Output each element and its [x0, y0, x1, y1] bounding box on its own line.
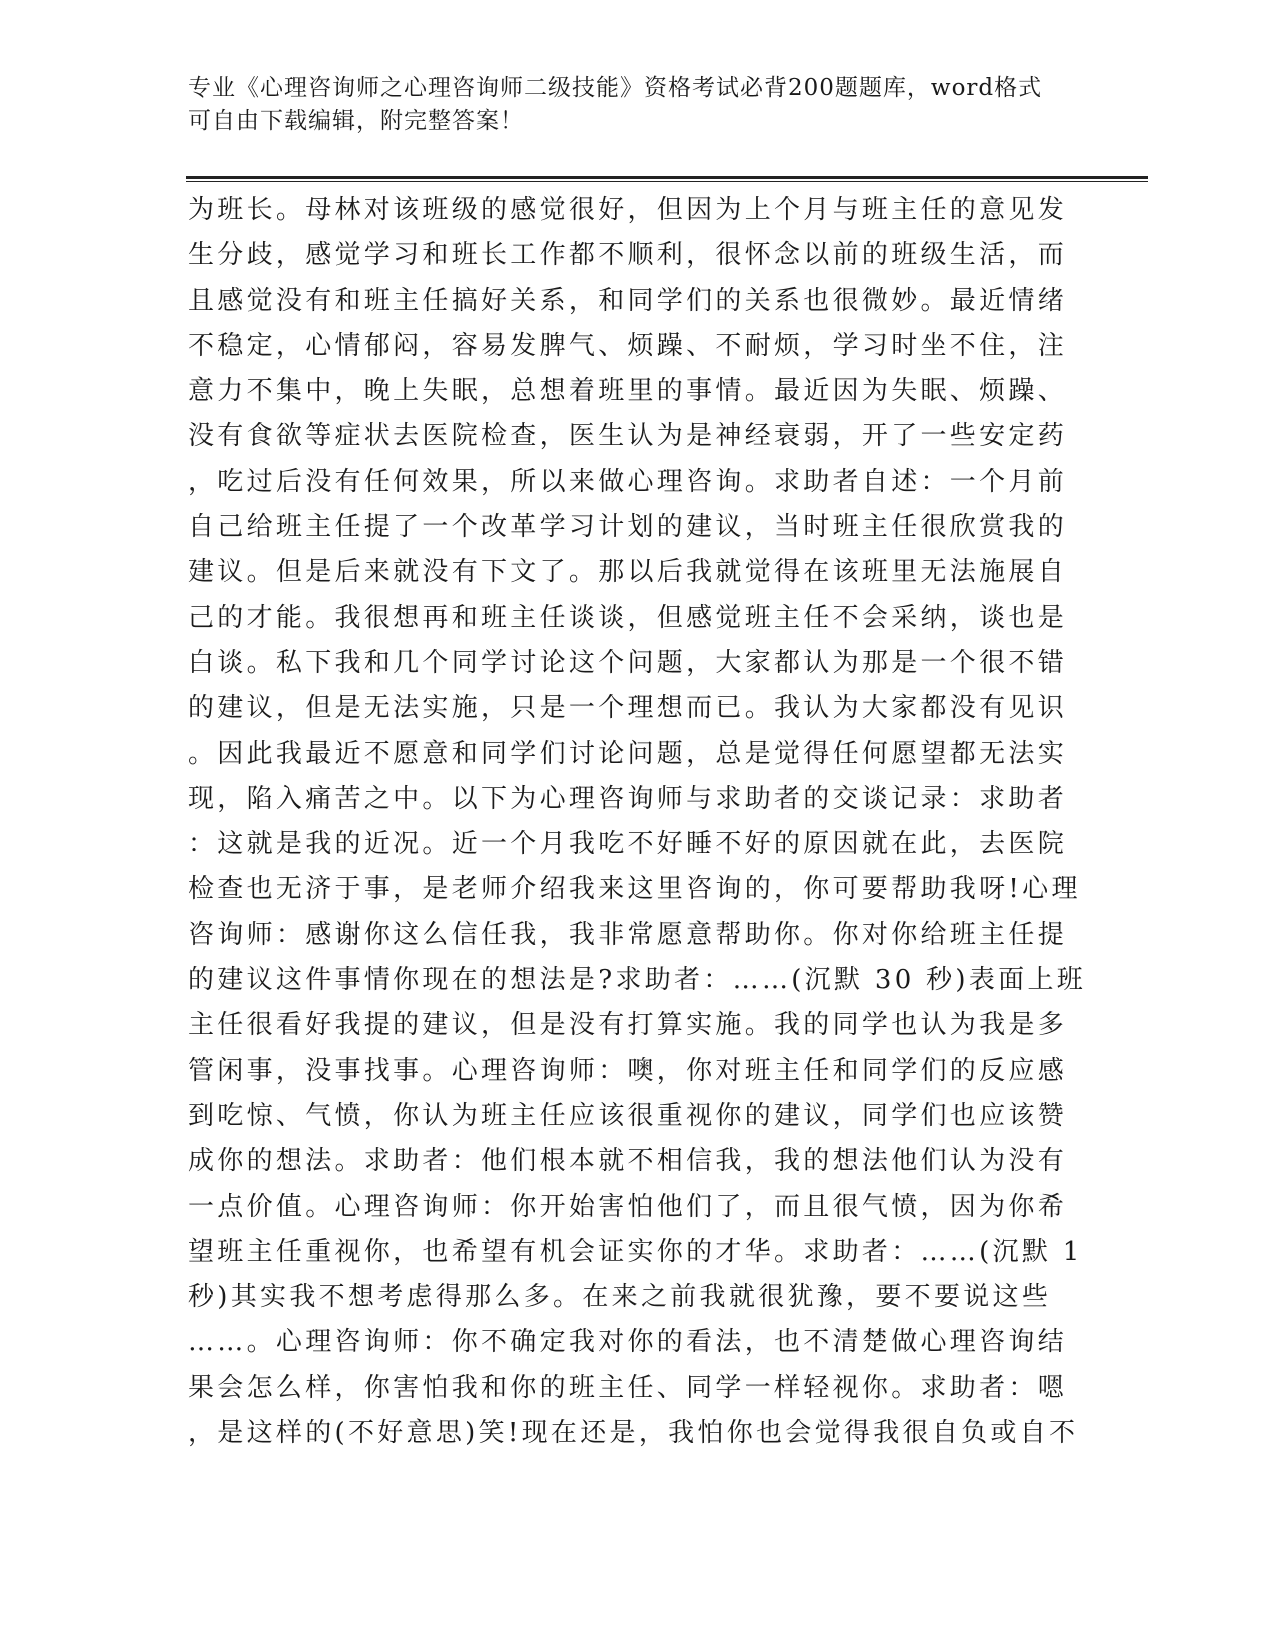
body-line: 咨询师：感谢你这么信任我，我非常愿意帮助你。你对你给班主任提	[188, 919, 1068, 950]
body-line: 建议。但是后来就没有下文了。那以后我就觉得在该班里无法施展自	[188, 557, 1068, 588]
body-line: 己的才能。我很想再和班主任谈谈，但感觉班主任不会采纳，谈也是	[188, 602, 1068, 633]
body-line: ：这就是我的近况。近一个月我吃不好睡不好的原因就在此，去医院	[188, 829, 1068, 860]
body-line: 一点价值。心理咨询师：你开始害怕他们了，而且很气愤，因为你希	[188, 1191, 1068, 1222]
body-line: ，是这样的(不好意思)笑!现在还是，我怕你也会觉得我很自负或自不	[188, 1418, 1079, 1449]
body-line: 不稳定，心情郁闷，容易发脾气、烦躁、不耐烦，学习时坐不住，注	[188, 330, 1068, 361]
document-body	[188, 188, 1087, 1456]
header-line-1: 专业《心理咨询师之心理咨询师二级技能》资格考试必背200题题库，word格式	[188, 75, 1043, 101]
body-line: 主任很看好我提的建议，但是没有打算实施。我的同学也认为我是多	[188, 1010, 1068, 1041]
body-line: 没有食欲等症状去医院检查，医生认为是神经衰弱，开了一些安定药	[188, 421, 1068, 452]
body-line: 自己给班主任提了一个改革学习计划的建议，当时班主任很欣赏我的	[188, 512, 1068, 543]
body-line: 秒)其实我不想考虑得那么多。在来之前我就很犹豫，要不要说这些	[188, 1282, 1052, 1313]
body-line: 的建议，但是无法实施，只是一个理想而已。我认为大家都没有见识	[188, 693, 1068, 724]
header-line-2: 可自由下载编辑，附完整答案！	[188, 108, 524, 134]
body-line: 且感觉没有和班主任搞好关系，和同学们的关系也很微妙。最近情绪	[188, 285, 1068, 316]
body-line: 管闲事，没事找事。心理咨询师：噢，你对班主任和同学们的反应感	[188, 1055, 1068, 1086]
page-header	[188, 72, 1068, 138]
body-line: 现，陷入痛苦之中。以下为心理咨询师与求助者的交谈记录：求助者	[188, 783, 1068, 814]
body-line: 望班主任重视你，也希望有机会证实你的才华。求助者：……(沉默 1	[188, 1236, 1083, 1267]
body-line: 意力不集中，晚上失眠，总想着班里的事情。最近因为失眠、烦躁、	[188, 376, 1068, 407]
body-line: 。因此我最近不愿意和同学们讨论问题，总是觉得任何愿望都无法实	[188, 738, 1068, 769]
body-line: 果会怎么样，你害怕我和你的班主任、同学一样轻视你。求助者：嗯	[188, 1372, 1068, 1403]
body-line: 到吃惊、气愤，你认为班主任应该很重视你的建议，同学们也应该赞	[188, 1100, 1068, 1131]
body-line: ……。心理咨询师：你不确定我对你的看法，也不清楚做心理咨询结	[188, 1327, 1068, 1358]
header-divider	[186, 176, 1148, 182]
body-line: 白谈。私下我和几个同学讨论这个问题，大家都认为那是一个很不错	[188, 647, 1068, 678]
body-line: 的建议这件事情你现在的想法是?求助者：……(沉默 30 秒)表面上班	[188, 965, 1087, 996]
body-line: 成你的想法。求助者：他们根本就不相信我，我的想法他们认为没有	[188, 1146, 1068, 1177]
body-line: 检查也无济于事，是老师介绍我来这里咨询的，你可要帮助我呀!心理	[188, 874, 1081, 905]
body-line: 生分歧，感觉学习和班长工作都不顺利，很怀念以前的班级生活，而	[188, 240, 1068, 271]
body-line: 为班长。母林对该班级的感觉很好，但因为上个月与班主任的意见发	[188, 195, 1068, 225]
body-line: ，吃过后没有任何效果，所以来做心理咨询。求助者自述：一个月前	[188, 466, 1068, 497]
